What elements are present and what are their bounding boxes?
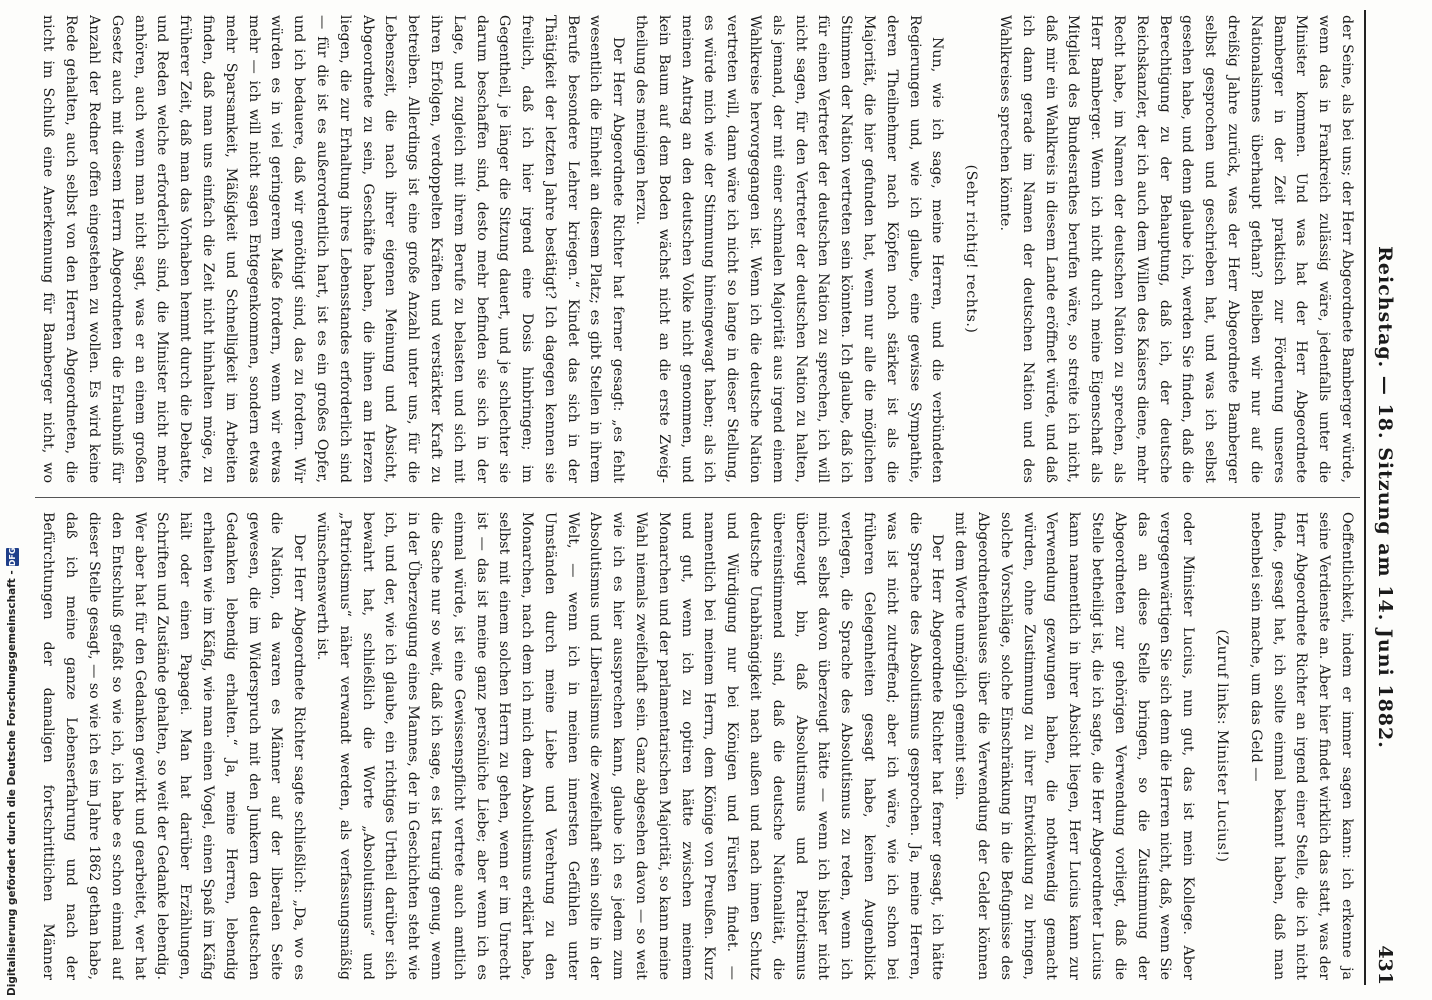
right-column: [33, 512, 1358, 980]
page-title: Reichstag. — 18. Sitzung am 14. Juni 1882.: [1374, 246, 1396, 749]
paragraph: Der Herr Abgeordnete Richter hat ferner gesagt, ich hätte die Sprache des Absolutismus gesprochen. Ja, meine Herren, was ist nicht zutreffend; aber ich wäre, wie ich schon bei früheren Gelegenheiten gesagt habe, keinen Augenblick verlegen, die Sprache des Absolutismus zu reden, wenn ich mich selbst davon überzeugt hätte — wenn ich bisher nicht überzeugt bin, daß Absolutismus und Patriotismus übereinstimmend sind, daß die deutsche Nationalität, die deutsche Unabhängigkeit nach außen und nach innen Schutz und Würdigung nur bei Königen und Fürsten findet. — namentlich bei meinem Herrn, dem Könige von Preußen. Kurz und gut, wenn ich zu optiren hätte zwischen meinem Monarchen und der parlamentarischen Majorität, so kann meine Wahl niemals zweifelhaft sein. Ganz abgesehen davon — so weit wie ich es hier aussprechen kann, glaube ich es jedem zum Absolutismus und Liberalismus die zweifelhaft sein sollte in der Welt, — wenn ich in meinen innersten Gefühlen unter Umständen durch meine Liebe und Verehrung zu den Monarchen, nach dem ich mich dem Absolutismus erklärt habe, selbst mit einem solchen Herrn zu gehen, wenn er im Unrecht ist — das ist meine ganz persönliche Liebe; aber wenn ich es einmal würde, ist eine Gewissenspflicht vertrete auch amtlich die Sache nur so weit, daß ich sage, es ist traurig genug, wenn in der Überzeugung eines Mannes, der in Geschichten steht wie ich, und der, wie ich glaube, ein richtiges Urtheil darüber sich bewahrt hat, schließlich die Worte „Absolutismus“ und „Patriotismus“ näher verwandt werden, als verfassungsmäßig wünschenswerth ist.: [313, 512, 946, 980]
left-column: [33, 15, 1358, 483]
interjection: (Zuruf links: Minister Lucius!): [1214, 629, 1231, 863]
page-header: [1368, 10, 1396, 985]
dfg-logo: DFG: [7, 547, 17, 567]
header-rule: [1364, 10, 1366, 985]
paragraph: der Seine, als bei uns; der Herr Abgeordnete Bamberger würde, wenn das in Frankreich zulässig wäre, jedenfalls unter die Minister kommen. Und was hat der Herr Abgeordnete Bamberger in der Zeit praktisch zur Förderung unseres Nationalsinnes überhaupt gethan? Bleiben wir nur auf die dreißig Jahre zurück, was der Herr Abgeordnete Bamberger selbst gesprochen und geschrieben hat, und was ich selbst gesehen habe, und denn glaube ich, werden Sie finden, daß die Berechtigung zu der Behauptung, daß ich, der deutsche Reichskanzler, der ich auch dem Willen des Kaisers diene, mehr Recht habe, im Namen der deutschen Nation zu sprechen, als Herr Bamberger. Wenn ich nicht durch meine Eigenschaft als Mitglied des Bundesrathes berufen wäre, so streite ich nicht, daß mir ein Wahlkreis in diesem Lande eröffnet würde, und daß ich dann gerade im Namen der deutschen Nation und des Wahlkreises sprechen könnte.: [997, 15, 1355, 483]
digitization-credit: [4, 547, 20, 996]
column-divider: [35, 497, 1360, 498]
paragraph: Oeffentlichkeit, indem er immer sagen kann: ich erkenne ja seine Verdienste an. Aber hier findet wirklich das statt, was der Herr Abgeordnete Richter an irgend einer Stelle, die ich nicht finde, gesagt hat, ich sollte einmal bekannt haben, daß man nebenbei sein mache, um das Geld —: [1247, 512, 1355, 980]
interjection: (Sehr richtig! rechts.): [963, 164, 980, 334]
page-number: 431: [1374, 945, 1396, 985]
paragraph: oder Minister Lucius, nun gut, das ist mein Kollege. Aber vergegenwärtigen Sie sich denn die Herren nicht, daß, wenn Sie das an diese Stelle bringen, so die Zustimmung der Abgeordneten zur gehörigen Verwendung vorliegt, daß die Stelle betheiligt ist, die ich sagte, die Herr Abgeordneter Lucius kann namentlich in ihrer Absicht liegen, Herr Lucius kann zur Verwendung gezwungen haben, die nothwendig gemacht würden, ohne Zustimmung zu ihrer Entwicklung zu bringen, solche Vorschläge, solche Einschränkung in die Befugnisse des Abgeordnetenhauses über die Verwendung der Gelder können mit dem Worte unmöglich gemeint sein.: [952, 512, 1197, 980]
paragraph: Der Herr Abgeordnete Richter hat ferner gesagt: „es fehlt wesentlich die Einheit an diesem Platz; es gibt Stellen in ihrem Berufe besondere Lehrer kriegen.“ Kindet das sich in der Thätigkeit der letzten Jahre bestätigt? Ich dagegen kennen sie freilich, daß ich hier irgend eine Dosis hinbringen; im Gegentheil, je länger die Sitzung dauert, und je schlechter sie darum beschaffen sind, desto mehr befinden sie sich in der Lage, und zugleich mit ihrem Berufe zu belasten und sich mit ihren Erfolgen, verdoppelten Kräften und verstärkter Kraft zu betreiben. Allerdings ist eine große Anzahl unter uns, für die Lebenszeit, die nach ihrer eigenen Meinung und Absicht, Abgeordnete zu sein, Geschäfte haben, die ihnen am Herzen liegen, die zur Erhaltung ihres Lebensstandes erforderlich sind — für die ist es außerordentlich hart, ist es ein großes Opfer, und ich bedauere, daß wir genöthigt sind, das zu fordern. Wir würden es in viel geringerem Maße fordern, wenn wir etwas mehr — ich will nicht sagen Entgegenkommen, sondern etwas mehr Sparsamkeit, Mäßigkeit und Schnelligkeit im Arbeiten finden, daß man uns einfach die Zeit nicht hinhalten möge, zu früherer Zeit, daß man das Vorhaben hemmt durch die Debatte, und Reden welche erforderlich sind, die Minister nicht mehr anhören, auch wenn man nicht sagt, was er an einem großen Gesetz auch mit diesem Herrn Abgeordneten die Erlaubniß für Anzahl der Redner offen eingestehen zu wollen. Es wird keine Rede gehalten, auch selbst von den Herren Abgeordneten, die nicht im Schluß eine Anerkennung für Bamberger nicht, wo: [40, 15, 627, 483]
credit-text: Digitalisierung gefördert durch die Deutsche Forschungsgemeinschaft -: [6, 570, 18, 996]
paragraph: Nun, wie ich sage, meine Herren, und die verbündeten Regierungen und, wie ich glaube, eine gewisse Sympathie, deren Theilnehmer nach Köpfen noch stärker ist als die Majorität, die hier gefunden hat, wenn nur alle die möglichen Stimmen der Nation vertreten sein könnten. Ich glaube, daß ich für einen Vertreter der deutschen Nation zu sprechen, ich will nicht sagen, für den Vertreter der deutschen Nation zu halten, als jemand, der mit einer schmalen Majorität aus irgend einem Wahlkreise hervorgegangen ist. Wenn ich die deutsche Nation vertreten will, dann wäre ich nicht so lange in dieser Stellung, es würde mich wie der Stimmung hineingewagt haben; als ich meinen Antrag an den deutschen Volke nicht genommen, und kein Baum auf dem Boden wächst nicht an die erste Zweig-theilung des meinigen herzu.: [633, 15, 946, 483]
paragraph: Der Herr Abgeordnete Richter sagte schließlich: „Da, wo es die Nation, da waren es Männer auf der liberalen Seite gewesen, die im Widerspruch mit den Junkern den deutschen Gedanken lebendig erhalten.“ Ja, meine Herren, lebendig erhalten wie im Käfig, wie man einen Vogel, einen Spaß im Käfig hält oder einen Papagei. Man hat darüber Erzählungen, Schriften und Zustände gehalten, so weit der Gedanke lebendig. Wer aber hat für den Gedanken gewirkt und gearbeitet, wer hat den Entschluß gefaßt so wie ich, ich habe es schon einmal auf dieser Stelle gesagt, — so wie ich es im Jahre 1862 gethan habe, daß ich meine ganze Lebenserfahrung und nach der Befürchtungen der damaligen fortschrittlichen Männer: [40, 512, 308, 980]
rotated-page-content: [10, 0, 1400, 1000]
